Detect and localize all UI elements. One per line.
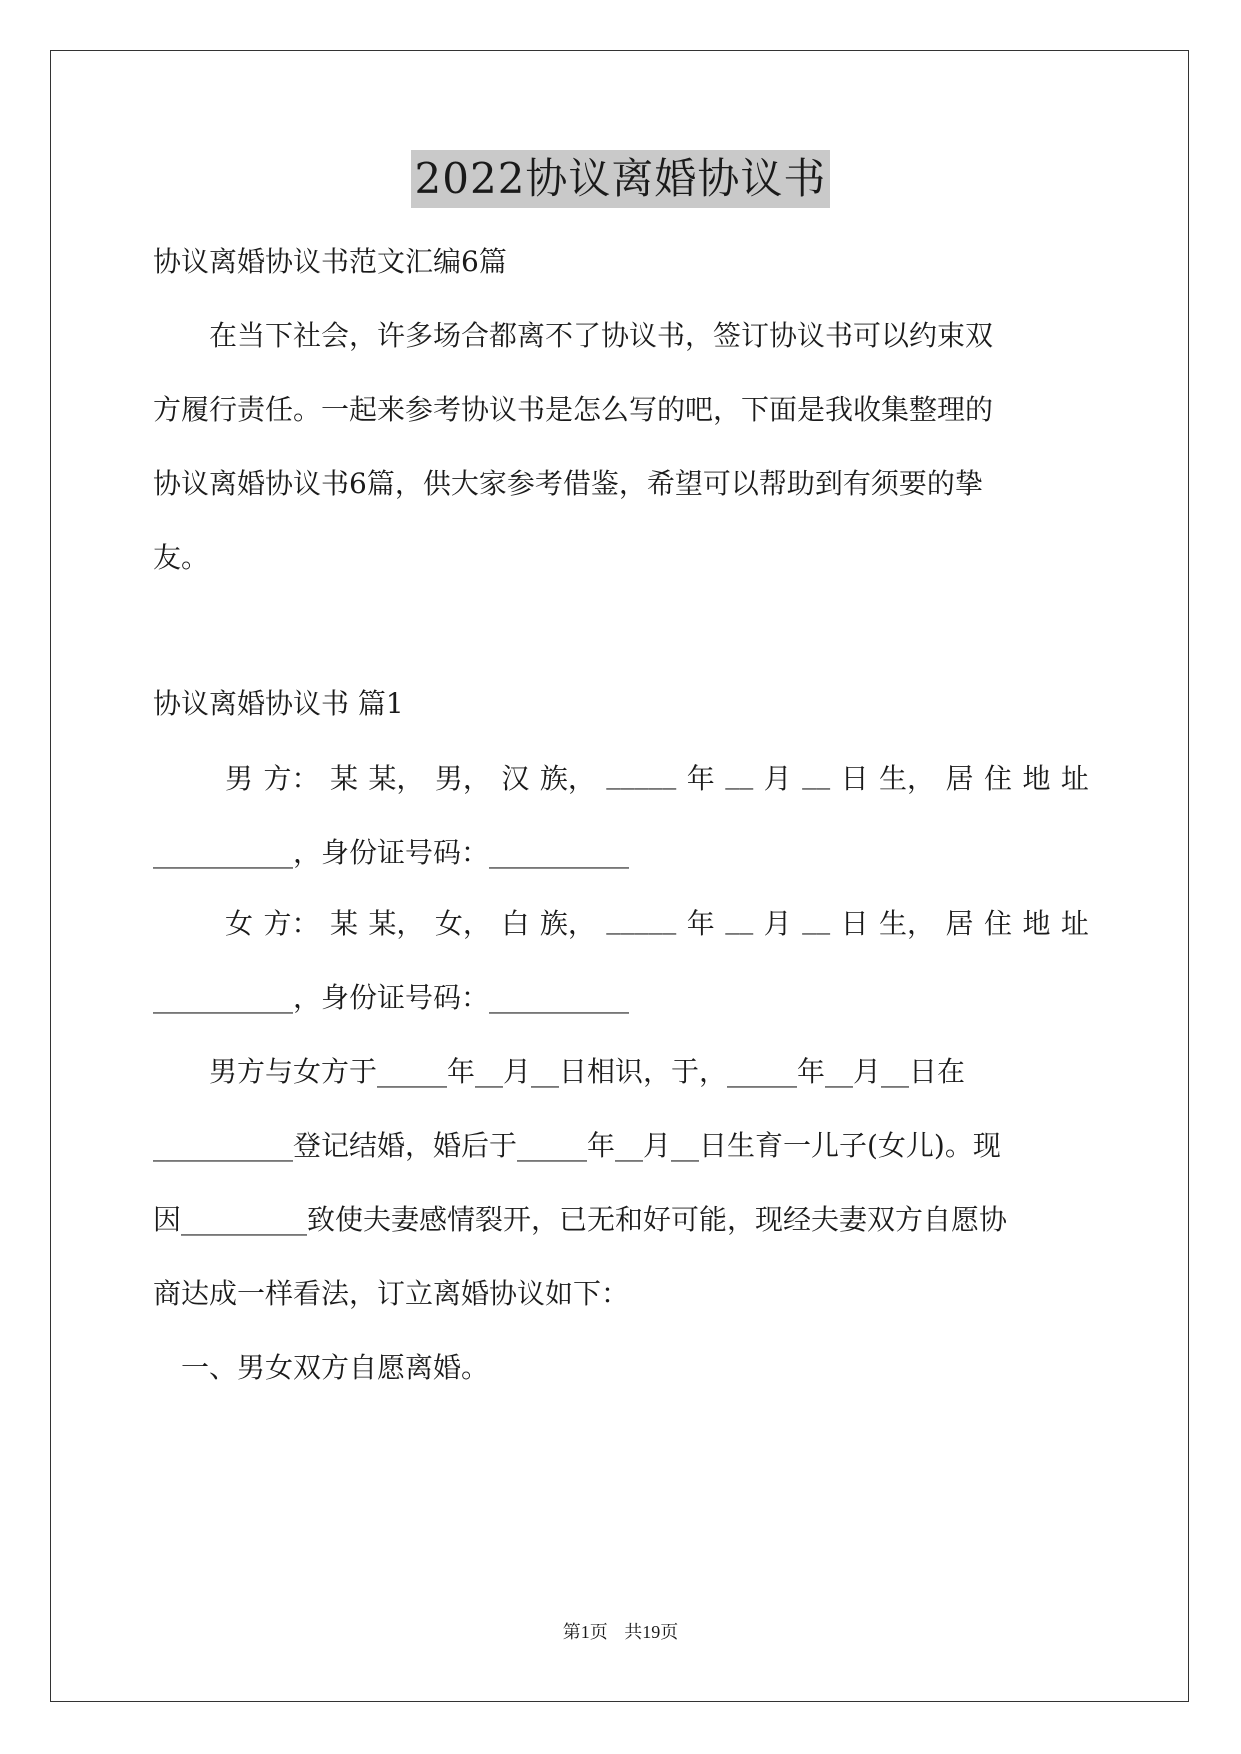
page-number: 第1页 <box>562 1622 608 1642</box>
clause-1: 一、男女双方自愿离婚。 <box>181 1351 490 1384</box>
page-border <box>50 50 1189 1702</box>
body-line-1: 男方与女方于_____年__月__日相识，于，_____年__月__日在 <box>209 1055 966 1088</box>
body-line-3: 因_________致使夫妻感情裂开，已无和好可能，现经夫妻双方自愿协 <box>153 1203 1008 1236</box>
intro-line-2: 方履行责任。一起来参考协议书是怎么写的吧，下面是我收集整理的 <box>153 393 994 426</box>
document-title: 2022协议离婚协议书 <box>411 150 831 208</box>
man-info-line-2: __________，身份证号码：__________ <box>153 836 630 869</box>
body-line-4: 商达成一样看法，订立离婚协议如下： <box>153 1277 630 1310</box>
man-info-line-1: 男 方： 某 某， 男， 汉 族， _____ 年 __ 月 __ 日 生， 居 住 地 址 <box>225 757 1089 795</box>
intro-line-3: 协议离婚协议书6篇，供大家参考借鉴，希望可以帮助到有须要的挚 <box>153 467 983 500</box>
page-footer <box>0 1618 1241 1644</box>
section-heading: 协议离婚协议书 篇1 <box>153 687 404 720</box>
body-line-2: __________登记结婚，婚后于_____年__月__日生育一儿子(女儿)。现 <box>153 1129 1001 1162</box>
document-subtitle: 协议离婚协议书范文汇编6篇 <box>153 245 507 278</box>
page-total: 共19页 <box>624 1622 679 1642</box>
woman-info-line-2: __________，身份证号码：__________ <box>153 981 630 1014</box>
intro-line-4: 友。 <box>153 541 210 574</box>
intro-line-1: 在当下社会，许多场合都离不了协议书，签订协议书可以约束双 <box>209 319 994 352</box>
woman-info-line-1: 女 方： 某 某， 女， 白 族， _____ 年 __ 月 __ 日 生， 居 住 地 址 <box>225 902 1089 940</box>
